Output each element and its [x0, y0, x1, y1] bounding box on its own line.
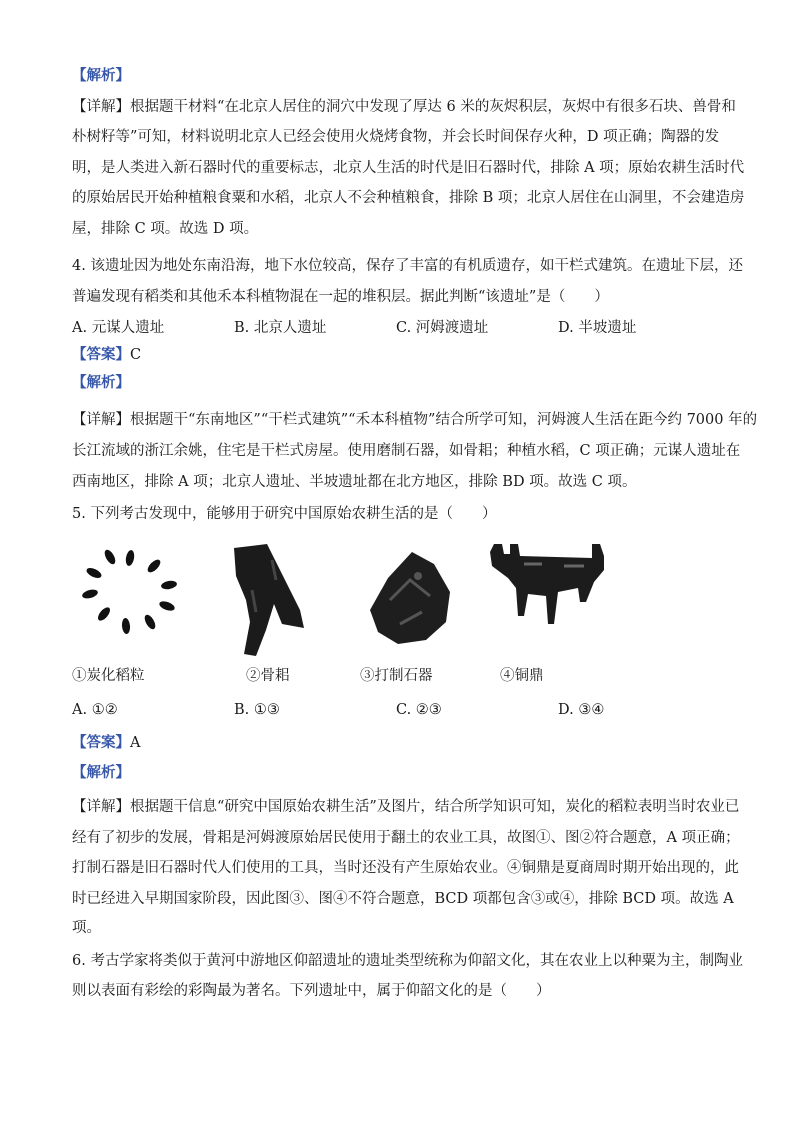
q4-stem-line: 普遍发现有稻类和其他禾本科植物混在一起的堆积层。据此判断“该遗址”是（ ）: [72, 289, 609, 305]
q4-detail-line: 长江流域的浙江余姚，住宅是干栏式房屋。使用磨制石器，如骨耜；种植水稻，C 项正确；元谋人遗址在: [72, 443, 741, 459]
chipped-stone-tool-image: [360, 540, 485, 690]
figure-caption-4: ④铜鼎: [500, 668, 544, 684]
q5-option-a: A. ①②: [72, 702, 118, 718]
q6-stem-line: 6. 考古学家将类似于黄河中游地区仰韶遗址的遗址类型统称为仰韶文化，其在农业上以种粟为主，制陶业: [72, 953, 743, 969]
figure-caption-2: ②骨耜: [246, 668, 290, 684]
q5-figure: [72, 540, 612, 690]
q5-detail-line: 打制石器是旧石器时代人们使用的工具，当时还没有产生原始农业。④铜鼎是夏商周时期开始出现的，此: [72, 860, 739, 876]
q5-option-d: D. ③④: [558, 702, 605, 718]
q3-detail-line: 【详解】根据题干材料“在北京人居住的洞穴中发现了厚达 6 米的灰烬积层，灰烬中有很多石块、兽骨和: [72, 99, 736, 115]
q4-option-c: C. 河姆渡遗址: [396, 320, 489, 336]
q4-option-a: A. 元谋人遗址: [72, 320, 165, 336]
q5-stem: 5. 下列考古发现中，能够用于研究中国原始农耕生活的是（ ）: [72, 506, 497, 522]
carbonized-rice-image: [72, 540, 197, 690]
bronze-ding-image: [484, 540, 609, 690]
q6-stem-line: 则以表面有彩绘的彩陶最为著名。下列遗址中，属于仰韶文化的是（ ）: [72, 983, 551, 999]
q3-detail-line: 朴树籽等”可知，材料说明北京人已经会使用火烧烤食物，并会长时间保存火种，D 项正确；陶器的发: [72, 129, 720, 145]
q5-detail-line: 经有了初步的发展，骨耜是河姆渡原始居民使用于翻土的农业工具，故图①、图②符合题意，A 项正确；: [72, 830, 740, 846]
q4-analysis-label: 【解析】: [72, 374, 130, 391]
q3-detail-line: 明，是人类进入新石器时代的重要标志，北京人生活的时代是旧石器时代，排除 A 项；原始农耕生活时代: [72, 160, 745, 176]
q5-analysis-label: 【解析】: [72, 764, 130, 781]
figure-caption-1: ①炭化稻粒: [72, 668, 145, 684]
q5-option-c: C. ②③: [396, 702, 442, 718]
q4-options: [72, 316, 732, 336]
q5-detail-line: 项。: [72, 920, 101, 936]
q4-detail-line: 【详解】根据题干“东南地区”“干栏式建筑”“禾本科植物”结合所学可知，河姆渡人生活在距今约 7000 年的: [72, 412, 758, 428]
q5-option-b: B. ①③: [234, 702, 280, 718]
q5-answer: 【答案】A: [72, 734, 141, 751]
q4-detail-line: 西南地区，排除 A 项；北京人遗址、半坡遗址都在北方地区，排除 BD 项。故选 C 项。: [72, 474, 637, 490]
figure-caption-3: ③打制石器: [360, 668, 433, 684]
q5-options: [72, 702, 732, 722]
q4-answer: 【答案】C: [72, 346, 142, 363]
q3-analysis-label: 【解析】: [72, 67, 130, 84]
q4-stem-line: 4. 该遗址因为地处东南沿海，地下水位较高，保存了丰富的有机质遗存，如干栏式建筑。在遗址下层，还: [72, 258, 743, 274]
q4-option-d: D. 半坡遗址: [558, 320, 637, 336]
q4-option-b: B. 北京人遗址: [234, 320, 327, 336]
q5-detail-line: 时已经进入早期国家阶段，因此图③、图④不符合题意，BCD 项都包含③或④，排除 BCD 项。故选 A: [72, 891, 734, 907]
bone-spade-image: [212, 540, 337, 690]
q3-detail-line: 的原始居民开始种植粮食粟和水稻，北京人不会种植粮食，排除 B 项；北京人居住在山洞里，不会建造房: [72, 190, 745, 206]
q5-detail-line: 【详解】根据题干信息“研究中国原始农耕生活”及图片，结合所学知识可知，炭化的稻粒表明当时农业已: [72, 799, 740, 815]
q3-detail-line: 屋，排除 C 项。故选 D 项。: [72, 221, 259, 237]
